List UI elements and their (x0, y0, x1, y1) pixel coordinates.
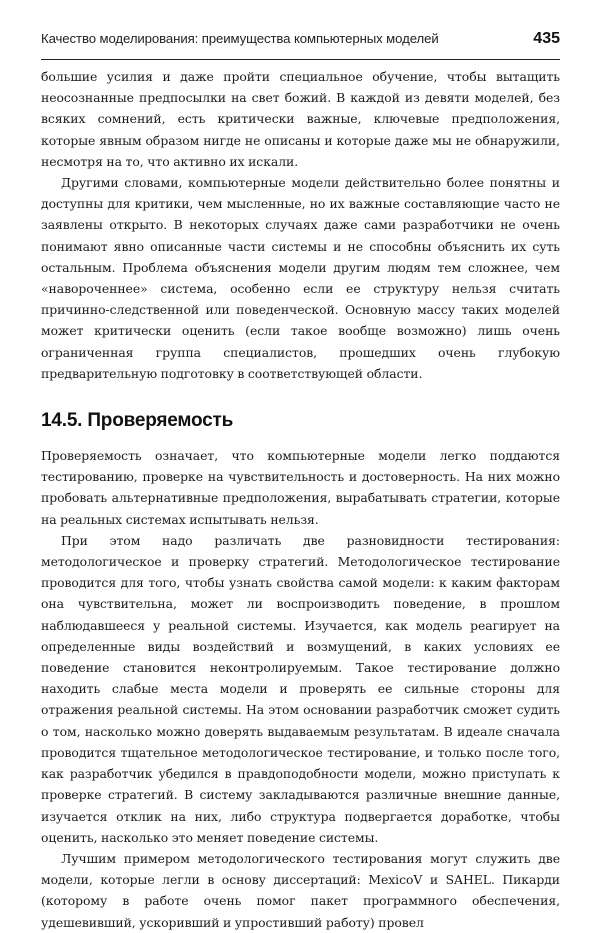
paragraph-continuation: большие усилия и даже пройти специальное обучение, чтобы вытащить неосознанные предпосылки на свет божий. В каждой из девяти моделей, без всяких сомнений, есть критически важные, ключевые предположения, которые явным образом нигде не описаны и которые даже мы не обнаружили, несмотря на то, что активно их искали. (41, 69, 560, 169)
section-heading: 14.5. Проверяемость (41, 410, 234, 432)
paragraph: Проверяемость означает, что компьютерные модели легко поддаются тестированию, проверке на чувствительность и достоверность. На них можно пробовать альтернативные предположения, вырабатывать стратегии, которые на реальных системах испытывать нельзя. (41, 448, 560, 527)
page-number: 435 (533, 30, 560, 47)
text-block-top (41, 66, 560, 384)
text-block-section (41, 445, 560, 933)
paragraph: При этом надо различать две разновидности тестирования: методологическое и проверку стратегий. Методологическое тестирование проводится для того, чтобы узнать свойства самой модели: к каким факторам она чувствительна, может ли воспроизводить поведение, в прошлом наблюдавшееся у реальной системы. Изучается, как модель реагирует на определенные виды воздействий и возмущений, в каких условиях ее поведение становится неконтролируемым. Такое тестирование должно находить слабые места модели и проверять ее сильные стороны для отражения реальной системы. На этом основании разработчик сможет судить о том, насколько можно доверять выдаваемым результатам. В идеале сначала проводится тщательное методологическое тестирование, и только после того, как разработчик убедился в правдоподобности модели, можно приступать к проверке стратегий. В систему закладываются различные внешние данные, изучается отклик на них, либо структура подвергается доработке, чтобы оценить, насколько это меняет поведение системы. (41, 532, 560, 845)
paragraph: Другими словами, компьютерные модели действительно более понятны и доступны для критики, чем мысленные, но их важные составляющие часто не заявлены открыто. В некоторых случаях даже сами разработчики не очень понимают явно описанные части системы и не способны объяснить их суть остальным. Проблема объяснения модели другим людям тем сложнее, чем «навороченнее» система, особенно если ее структуру нельзя считать причинно-следственной или поведенческой. Основную массу таких моделей может критически оценить (если такое вообще возможно) лишь очень ограниченная группа специалистов, прошедших очень глубокую предварительную подготовку в соответствующей области. (41, 175, 560, 381)
running-title: Качество моделирования: преимущества компьютерных моделей (41, 31, 439, 46)
book-page (41, 30, 560, 933)
paragraph: Лучшим примером методологического тестирования могут служить две модели, которые легли в основу диссертаций: MexicoV и SAHEL. Пикарди (которому в работе очень помог пакет программного обеспечения, удешевивший, ускоривший и упростивший работу) провел (41, 850, 560, 930)
running-header (41, 30, 560, 60)
